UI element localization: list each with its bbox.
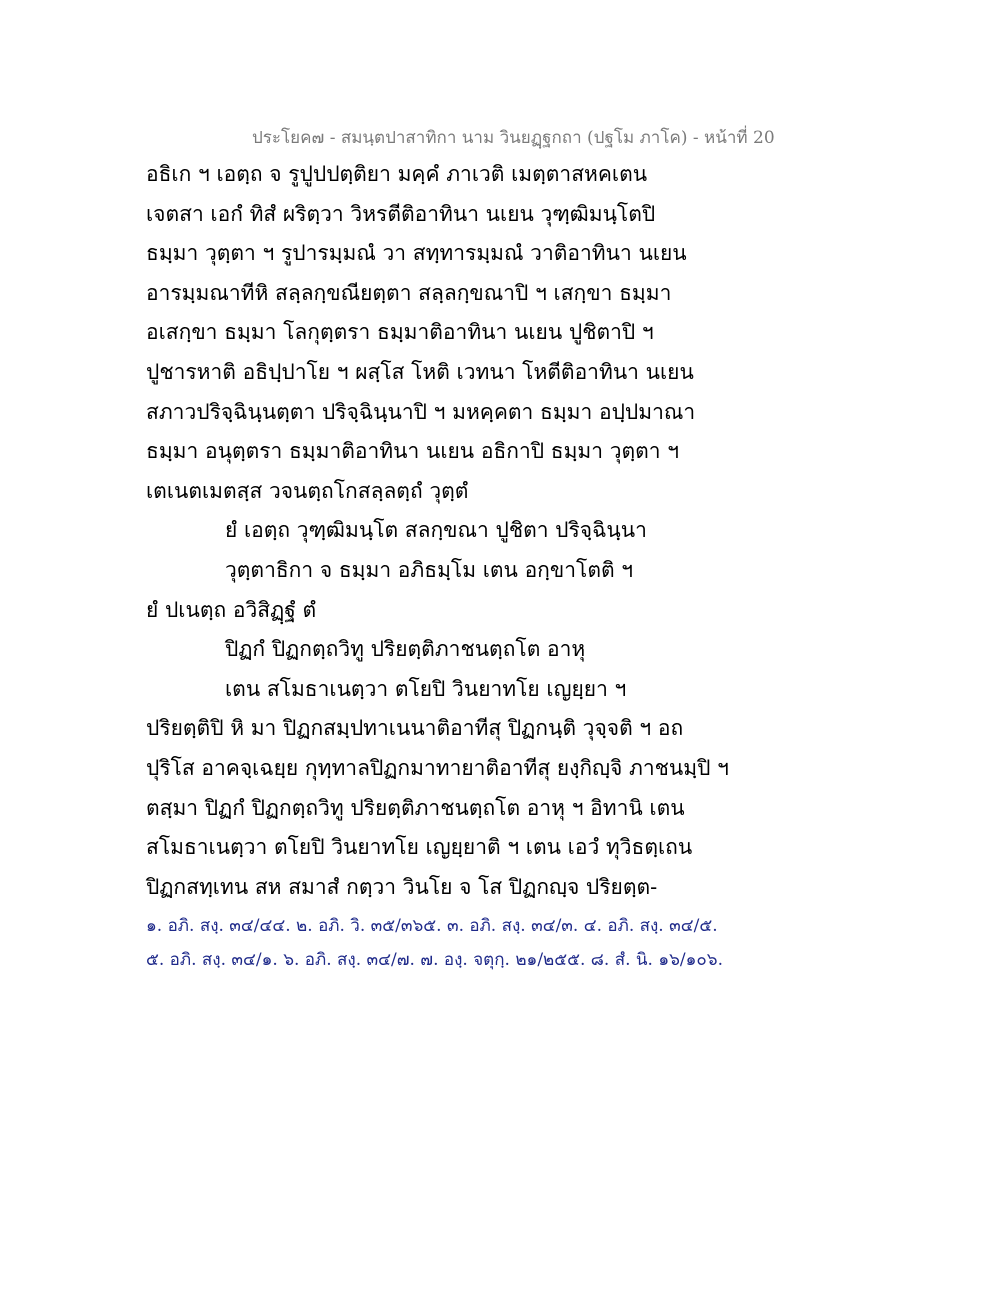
text-line: สโมธาเนตฺวา ตโยปิ วินยาทโย เญยฺยาติ ฯ เตน เอวํ ทุวิธตฺเถน — [146, 835, 693, 860]
verse-line: เตน สโมธาเนตฺวา ตโยปิ วินยาทโย เญยฺยา ฯ — [225, 676, 627, 701]
verse-line: ยํ เอตฺถ วุฑฺฒิมนฺโต สลกฺขณา ปูชิตา ปริจฺฉินฺนา — [225, 518, 647, 543]
text-line: อเสกฺขา ธมฺมา โลกุตฺตรา ธมฺมาติอาทินา นเยน ปูชิตาปิ ฯ — [146, 320, 654, 345]
text-line: ปิฏกสทฺเทน สห สมาสํ กตฺวา วินโย จ โส ปิฏกญฺจ ปริยตฺต- — [146, 874, 658, 899]
text-line: ธมฺมา อนุตฺตรา ธมฺมาติอาทินา นเยน อธิกาปิ ธมฺมา วุตฺตา ฯ — [146, 439, 680, 464]
text-line: ปริยตฺติปิ หิ มา ปิฏกสมฺปทาเนนาติอาทีสุ ปิฏกนฺติ วุจฺจติ ฯ อถ — [146, 716, 684, 741]
footnotes — [146, 913, 866, 981]
text-line: เตเนตเมตสฺส วจนตฺถโกสลฺลตฺถํ วุตฺตํ — [146, 478, 469, 503]
text-line: สภาวปริจฺฉินฺนตฺตา ปริจฺฉินฺนาปิ ฯ มหคฺคตา ธมฺมา อปฺปมาณา — [146, 399, 696, 424]
verse-line: วุตฺตาธิกา จ ธมฺมา อภิธมฺโม เตน อกฺขาโตติ ฯ — [225, 557, 634, 582]
verse-line: ปิฏกํ ปิฏกตฺถวิทู ปริยตฺติภาชนตฺถโต อาหุ — [225, 637, 586, 662]
text-line: ธมฺมา วุตฺตา ฯ รูปารมฺมณํ วา สทฺทารมฺมณํ วาติอาทินา นเยน — [146, 241, 687, 266]
page-header: ประโยค๗ - สมนฺตปาสาทิกา นาม วินยฏฺฐกถา (ปฐโม ภาโค) - หน้าที่ 20 — [252, 128, 775, 148]
footnote-line: ๕. อภิ. สงฺ. ๓๔/๑. ๖. อภิ. สงฺ. ๓๔/๗. ๗. องฺ. จตุกฺ. ๒๑/๒๕๕. ๘. สํ. นิ. ๑๖/๑๐๖. — [146, 950, 723, 970]
text-line: อธิเก ฯ เอตฺถ จ รูปูปปตฺติยา มคฺคํ ภาเวติ เมตฺตาสหคเตน — [146, 162, 648, 186]
text-line: ยํ ปเนตฺถ อวิสิฏฺฐํ ตํ — [146, 597, 317, 622]
main-text — [146, 160, 846, 912]
text-line: เจตสา เอกํ ทิสํ ผริตฺวา วิหรตีติอาทินา นเยน วุฑฺฒิมนฺโตปิ — [146, 201, 656, 226]
text-line: ตสฺมา ปิฏกํ ปิฏกตฺถวิทู ปริยตฺติภาชนตฺถโต อาหุ ฯ อิทานิ เตน — [146, 795, 685, 820]
text-line: อารมฺมณาทีหิ สลฺลกฺขณียตฺตา สลฺลกฺขณาปิ ฯ เสกฺขา ธมฺมา — [146, 280, 672, 305]
text-line: ปุริโส อาคจฺเฉยฺย กุทฺทาลปิฏกมาทายาติอาทีสุ ยงฺกิญฺจิ ภาชนมฺปิ ฯ — [146, 755, 729, 780]
footnote-line: ๑. อภิ. สงฺ. ๓๔/๔๔. ๒. อภิ. วิ. ๓๕/๓๖๕. ๓. อภิ. สงฺ. ๓๔/๓. ๔. อภิ. สงฺ. ๓๔/๕. — [146, 916, 718, 936]
text-line: ปูชารหาติ อธิปฺปาโย ฯ ผสฺโส โหติ เวทนา โหตีติอาทินา นเยน — [146, 359, 694, 384]
